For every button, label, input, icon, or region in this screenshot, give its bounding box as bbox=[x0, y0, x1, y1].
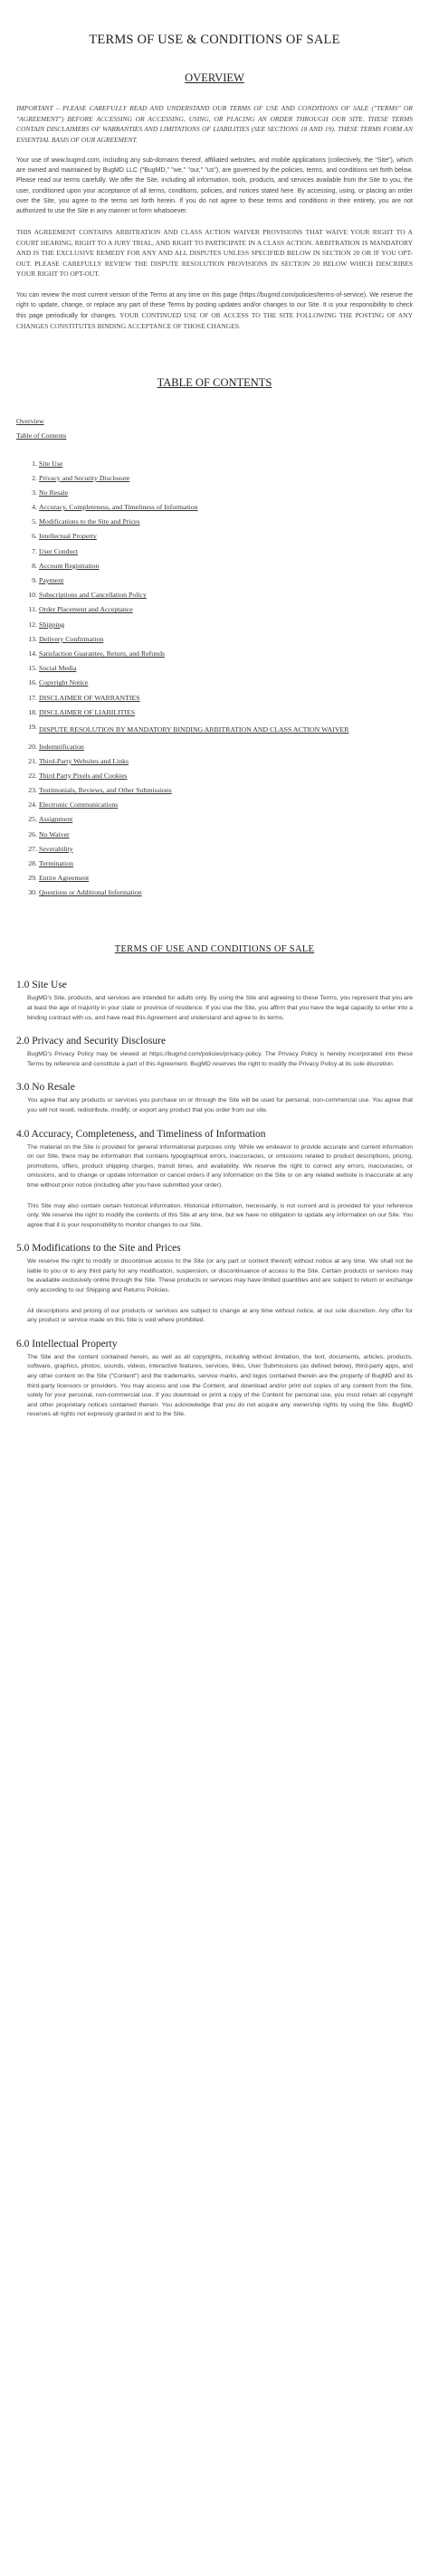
toc-item-link[interactable]: Shipping bbox=[39, 620, 65, 629]
toc-item bbox=[16, 517, 413, 526]
toc-item bbox=[16, 874, 413, 883]
terms-section bbox=[16, 1243, 413, 1326]
toc-item-number: 23. bbox=[28, 786, 37, 795]
toc-item bbox=[16, 532, 413, 541]
toc-item-number: 1. bbox=[32, 459, 37, 468]
toc-item bbox=[16, 800, 413, 810]
toc-item bbox=[16, 708, 413, 717]
toc-item-link[interactable]: Satisfaction Guarantee, Return, and Refunds bbox=[39, 649, 166, 658]
toc-item-link[interactable]: No Waiver bbox=[39, 829, 70, 838]
toc-item-link[interactable]: Third Party Pixels and Cookies bbox=[39, 771, 128, 780]
toc-item-link[interactable]: Copyright Notice bbox=[39, 678, 89, 687]
toc-item bbox=[16, 723, 413, 736]
toc-item-number: 25. bbox=[28, 815, 37, 824]
toc-item-number: 19. bbox=[28, 722, 37, 731]
toc-item-number: 22. bbox=[28, 771, 37, 780]
toc-item-number: 14. bbox=[28, 649, 37, 658]
toc-item bbox=[16, 620, 413, 630]
toc-item bbox=[16, 845, 413, 854]
terms-section bbox=[16, 1129, 413, 1231]
toc-item-link[interactable]: DISCLAIMER OF LIABILITIES bbox=[39, 707, 136, 716]
toc-item-number: 27. bbox=[28, 844, 37, 853]
toc-item-number: 17. bbox=[28, 693, 37, 702]
toc-item-link[interactable]: Order Placement and Acceptance bbox=[39, 605, 133, 614]
toc-item-number: 18. bbox=[28, 707, 37, 716]
section-title: 6.0 Intellectual Property bbox=[16, 1338, 118, 1350]
terms-section bbox=[16, 980, 413, 1023]
toc-item-number: 4. bbox=[32, 503, 37, 512]
important-notice: IMPORTANT – PLEASE CAREFULLY READ AND UNDERSTAND OUR TERMS OF USE AND CONDITIONS OF SALE ("TERMS" OR "AGREEMENT") BEFORE ACCESSING OR ACCESSING, USING, OR PLACING AN ORDER THROUGH OUR SITE. THESE TERMS CONTAIN DISCLAIMERS OF WARRANTIES AND LIMITATIONS OF LIABILITIES (SEE SECTIONS 18 AND 19). THESE TERMS FORM AN ESSENTIAL BASIS OF OUR AGREEMENT. bbox=[16, 104, 413, 144]
terms-update-text: You can review the most current version of the Terms at any time on this page (https://bugmd.com/policies/terms-of-service). We reserve the right to update, change, or replace any part of these Terms by posting updates and/or changes to our Site. It is your responsibility to check this page periodically for changes. bbox=[16, 291, 413, 320]
terms-sections bbox=[16, 980, 413, 1420]
toc-item-number: 21. bbox=[28, 756, 37, 765]
toc-item-number: 20. bbox=[28, 742, 37, 751]
terms-section bbox=[16, 1339, 413, 1420]
section-paragraph: You agree that any products or services you purchase on or through the Site will be used for personal, non-commercial use. You agree that you will not resell, redistribute, modify, or export any product that you order from our site. bbox=[27, 1097, 413, 1113]
section-paragraph: BugMD's Privacy Policy may be viewed at https://bugmd.com/policies/privacy-policy. The Privacy Policy is hereby incorporated into these Terms by reference and constitute a part of this Agreement. BugMD reserves the right to modify the Privacy Policy at its sole discretion. bbox=[27, 1051, 413, 1067]
section-title: 4.0 Accuracy, Completeness, and Timeliness of Information bbox=[16, 1128, 266, 1140]
section-title: 1.0 Site Use bbox=[16, 980, 67, 991]
toc-item bbox=[16, 562, 413, 571]
toc-item-number: 24. bbox=[28, 800, 37, 810]
section-paragraph: All descriptions and pricing of our products or services are subject to change at any time without notice, at our sole discretion. Any offer for any product or service made on this Site is void where prohibited. bbox=[27, 1307, 413, 1324]
section-paragraph: The Site and the content contained herein, as well as all copyrights, including without limitation, the text, documents, articles, products, software, graphics, photos, sounds, videos, interactive features, services, links, User Submissions (as defined below), third-party apps, and any other content on the Site ("Content") and the trademarks, service marks, and logos contained therein are the property of BugMD and its third-party licensors or providers. You may access and use the Content, and download and/or print out copies of any content from the Site, solely for your personal, non-commercial use. If you download or print a copy of the Content for personal use, you must retain all copyright and other proprietary notices contained therein. You acknowledge that you do not acquire any ownership rights by using the Site. BugMD reserves all rights not expressly granted in and to the Site. bbox=[27, 1353, 413, 1418]
section-paragraph: We reserve the right to modify or discontinue access to the Site (or any part or content thereof) without notice at any time. We shall not be liable to you or to any third party for any modification, suspension, or discontinuance of access to the Site. Certain products or services may be available exclusively online through the Site. These products or services may have limited quantities and are subject to return or exchange only according to our Shipping and Returns Policies. bbox=[27, 1258, 413, 1294]
toc-item-link[interactable]: Severability bbox=[39, 844, 73, 853]
toc-item bbox=[16, 772, 413, 781]
toc-item bbox=[16, 743, 413, 752]
section-title: 2.0 Privacy and Security Disclosure bbox=[16, 1036, 167, 1047]
toc-item-link[interactable]: No Resale bbox=[39, 488, 69, 497]
toc-item bbox=[16, 576, 413, 585]
toc-item-link[interactable]: Subscriptions and Cancellation Policy bbox=[39, 591, 147, 600]
toc-item bbox=[16, 605, 413, 614]
toc-item bbox=[16, 786, 413, 795]
toc-list bbox=[16, 459, 413, 898]
section-paragraph: BugMD's Site, products, and services are intended for adults only. By using the Site and agreeing to these Terms, you represent that you are at least the age of majority in your state or province of residence. If you use the Site, you affirm that you have the legal capacity to enter into a binding contract with us, and have read this Agreement and understand and agree to its terms. bbox=[27, 995, 413, 1021]
section-paragraph: This Site may also contain certain historical information. Historical information, necessarily, is not current and is provided for your reference only. We reserve the right to modify the contents of this Site at any time, but we have no obligation to update any information on our Site. You agree that it is your responsibility to monitor changes to our Site. bbox=[27, 1202, 413, 1228]
toc-item-number: 16. bbox=[28, 678, 37, 687]
toc-item-link[interactable]: Site Use bbox=[39, 459, 63, 468]
toc-item-link[interactable]: Intellectual Property bbox=[39, 532, 97, 541]
toc-item-link[interactable]: Indemnification bbox=[39, 742, 84, 751]
toc-item bbox=[16, 503, 413, 512]
toc-item-link[interactable]: DISCLAIMER OF WARRANTIES bbox=[39, 693, 140, 702]
toc-item-link[interactable]: Payment bbox=[39, 576, 64, 585]
section-paragraph: The material on the Site is provided for general informational purposes only. While we endeavor to provide accurate and current information on our Site, there may be information that contains typographical errors, inaccuracies, or omissions related to product descriptions, pricing, promotions, offers, product shipping charges, transit times, and availability. We reserve the right to correct any errors, inaccuracies, or omissions, and to change or update information or cancel orders if any information on the Site or on any related website is inaccurate at any time without prior notice (including after you have submitted your order). bbox=[27, 1143, 413, 1189]
terms-page bbox=[0, 33, 429, 1442]
terms-update-paragraph bbox=[16, 290, 413, 333]
terms-section bbox=[16, 1036, 413, 1069]
toc-item-link[interactable]: Testimonials, Reviews, and Other Submissions bbox=[39, 786, 172, 795]
toc-item-number: 9. bbox=[32, 576, 37, 585]
toc-item-number: 7. bbox=[32, 546, 37, 555]
toc-item-link[interactable]: Third-Party Websites and Links bbox=[39, 756, 129, 765]
overview-intro-paragraph: Your use of www.bugmd.com, including any sub-domains thereof, affiliated websites, and mobile applications (collectively, the "Site"), which are owned and maintained by BugMD LLC ("BugMD," "we," "our," "us"), are governed by the policies, terms, and conditions set forth below. Please read our terms carefully. We offer the Site, including all information, tools, products, and services available from the Site to you, the user, conditioned upon your acceptance of all terms, conditions, policies, and notices stated here. By accessing, using, or placing an order over the Site, you agree to the terms set forth herein. If you do not agree to these terms and conditions in their entirety, you are not authorized to use the Site in any manner or form whatsoever. bbox=[16, 157, 413, 215]
toc-item-link[interactable]: Privacy and Security Disclosure bbox=[39, 473, 130, 482]
toc-item-link[interactable]: Electronic Communications bbox=[39, 800, 119, 810]
toc-item bbox=[16, 888, 413, 897]
toc-item bbox=[16, 694, 413, 703]
toc-item bbox=[16, 474, 413, 483]
toc-item-number: 26. bbox=[28, 829, 37, 838]
toc-item-number: 2. bbox=[32, 473, 37, 482]
toc-item-link[interactable]: Account Registration bbox=[39, 561, 100, 570]
toc-item-number: 28. bbox=[28, 859, 37, 867]
section-title: 3.0 No Resale bbox=[16, 1082, 75, 1094]
toc-item bbox=[16, 830, 413, 839]
toc-item-link[interactable]: Modifications to the Site and Prices bbox=[39, 517, 140, 526]
toc-item-number: 12. bbox=[28, 620, 37, 629]
toc-item-link[interactable]: DISPUTE RESOLUTION BY MANDATORY BINDING ARBITRATION AND CLASS ACTION WAIVER bbox=[39, 724, 349, 734]
toc-item bbox=[16, 635, 413, 644]
toc-item bbox=[16, 859, 413, 868]
toc-item-link[interactable]: Social Media bbox=[39, 664, 77, 673]
toc-item bbox=[16, 815, 413, 824]
toc-item-number: 30. bbox=[28, 888, 37, 897]
toc-item bbox=[16, 678, 413, 687]
toc-item-link[interactable]: Questions or Additional Information bbox=[39, 888, 142, 897]
toc-item bbox=[16, 547, 413, 556]
toc-item-number: 13. bbox=[28, 634, 37, 643]
toc-item-link[interactable]: Entire Agreement bbox=[39, 874, 90, 883]
toc-heading: TABLE OF CONTENTS bbox=[157, 375, 272, 389]
toc-item-link[interactable]: Assignment bbox=[39, 815, 73, 824]
overview-heading: OVERVIEW bbox=[185, 71, 244, 84]
toc-item-link[interactable]: User Conduct bbox=[39, 546, 79, 555]
toc-item bbox=[16, 664, 413, 673]
toc-item-number: 8. bbox=[32, 561, 37, 570]
toc-item-number: 11. bbox=[28, 605, 37, 614]
toc-item-number: 5. bbox=[32, 517, 37, 526]
page-title: TERMS OF USE & CONDITIONS OF SALE bbox=[89, 33, 340, 47]
table-of-contents-link[interactable]: Table of Contents bbox=[16, 431, 67, 440]
continued-use-caps: YOUR CONTINUED USE OF OR ACCESS TO THE SITE FOLLOWING THE POSTING OF ANY CHANGES CONSTITUTES BINDING ACCEPTANCE OF THOSE CHANGES. bbox=[16, 311, 413, 331]
toc-item bbox=[16, 591, 413, 600]
toc-item bbox=[16, 649, 413, 658]
toc-item bbox=[16, 757, 413, 766]
arbitration-notice: THIS AGREEMENT CONTAINS ARBITRATION AND CLASS ACTION WAIVER PROVISIONS THAT WAIVE YOUR RIGHT TO A COURT HEARING, RIGHT TO A JURY TRIAL, AND RIGHT TO PARTICIPATE IN A CLASS ACTION. ARBITRATION IS MANDATORY AND IS THE EXCLUSIVE REMEDY FOR ANY AND ALL DISPUTES UNLESS SPECIFIED BELOW IN SECTION 20 OR IF YOU OPT-OUT. PLEASE CAREFULLY REVIEW THE DISPUTE RESOLUTION PROVISIONS IN SECTION 20 BELOW WHICH DESCRIBES YOUR RIGHT TO OPT-OUT. bbox=[16, 228, 413, 279]
terms-section bbox=[16, 1082, 413, 1115]
overview-link[interactable]: Overview bbox=[16, 416, 44, 425]
toc-item-link[interactable]: Termination bbox=[39, 859, 73, 867]
toc-item bbox=[16, 488, 413, 497]
toc-item-number: 29. bbox=[28, 874, 37, 883]
toc-item-number: 10. bbox=[28, 591, 37, 600]
toc-item-number: 6. bbox=[32, 532, 37, 541]
toc-item-link[interactable]: Accuracy, Completeness, and Timeliness of Information bbox=[39, 503, 198, 512]
toc-item-number: 15. bbox=[28, 664, 37, 673]
toc-item-link[interactable]: Delivery Confirmation bbox=[39, 634, 104, 643]
toc-item bbox=[16, 459, 413, 469]
toc-item-number: 3. bbox=[32, 488, 37, 497]
section-title: 5.0 Modifications to the Site and Prices bbox=[16, 1243, 181, 1255]
terms-heading: TERMS OF USE AND CONDITIONS OF SALE bbox=[114, 944, 315, 955]
